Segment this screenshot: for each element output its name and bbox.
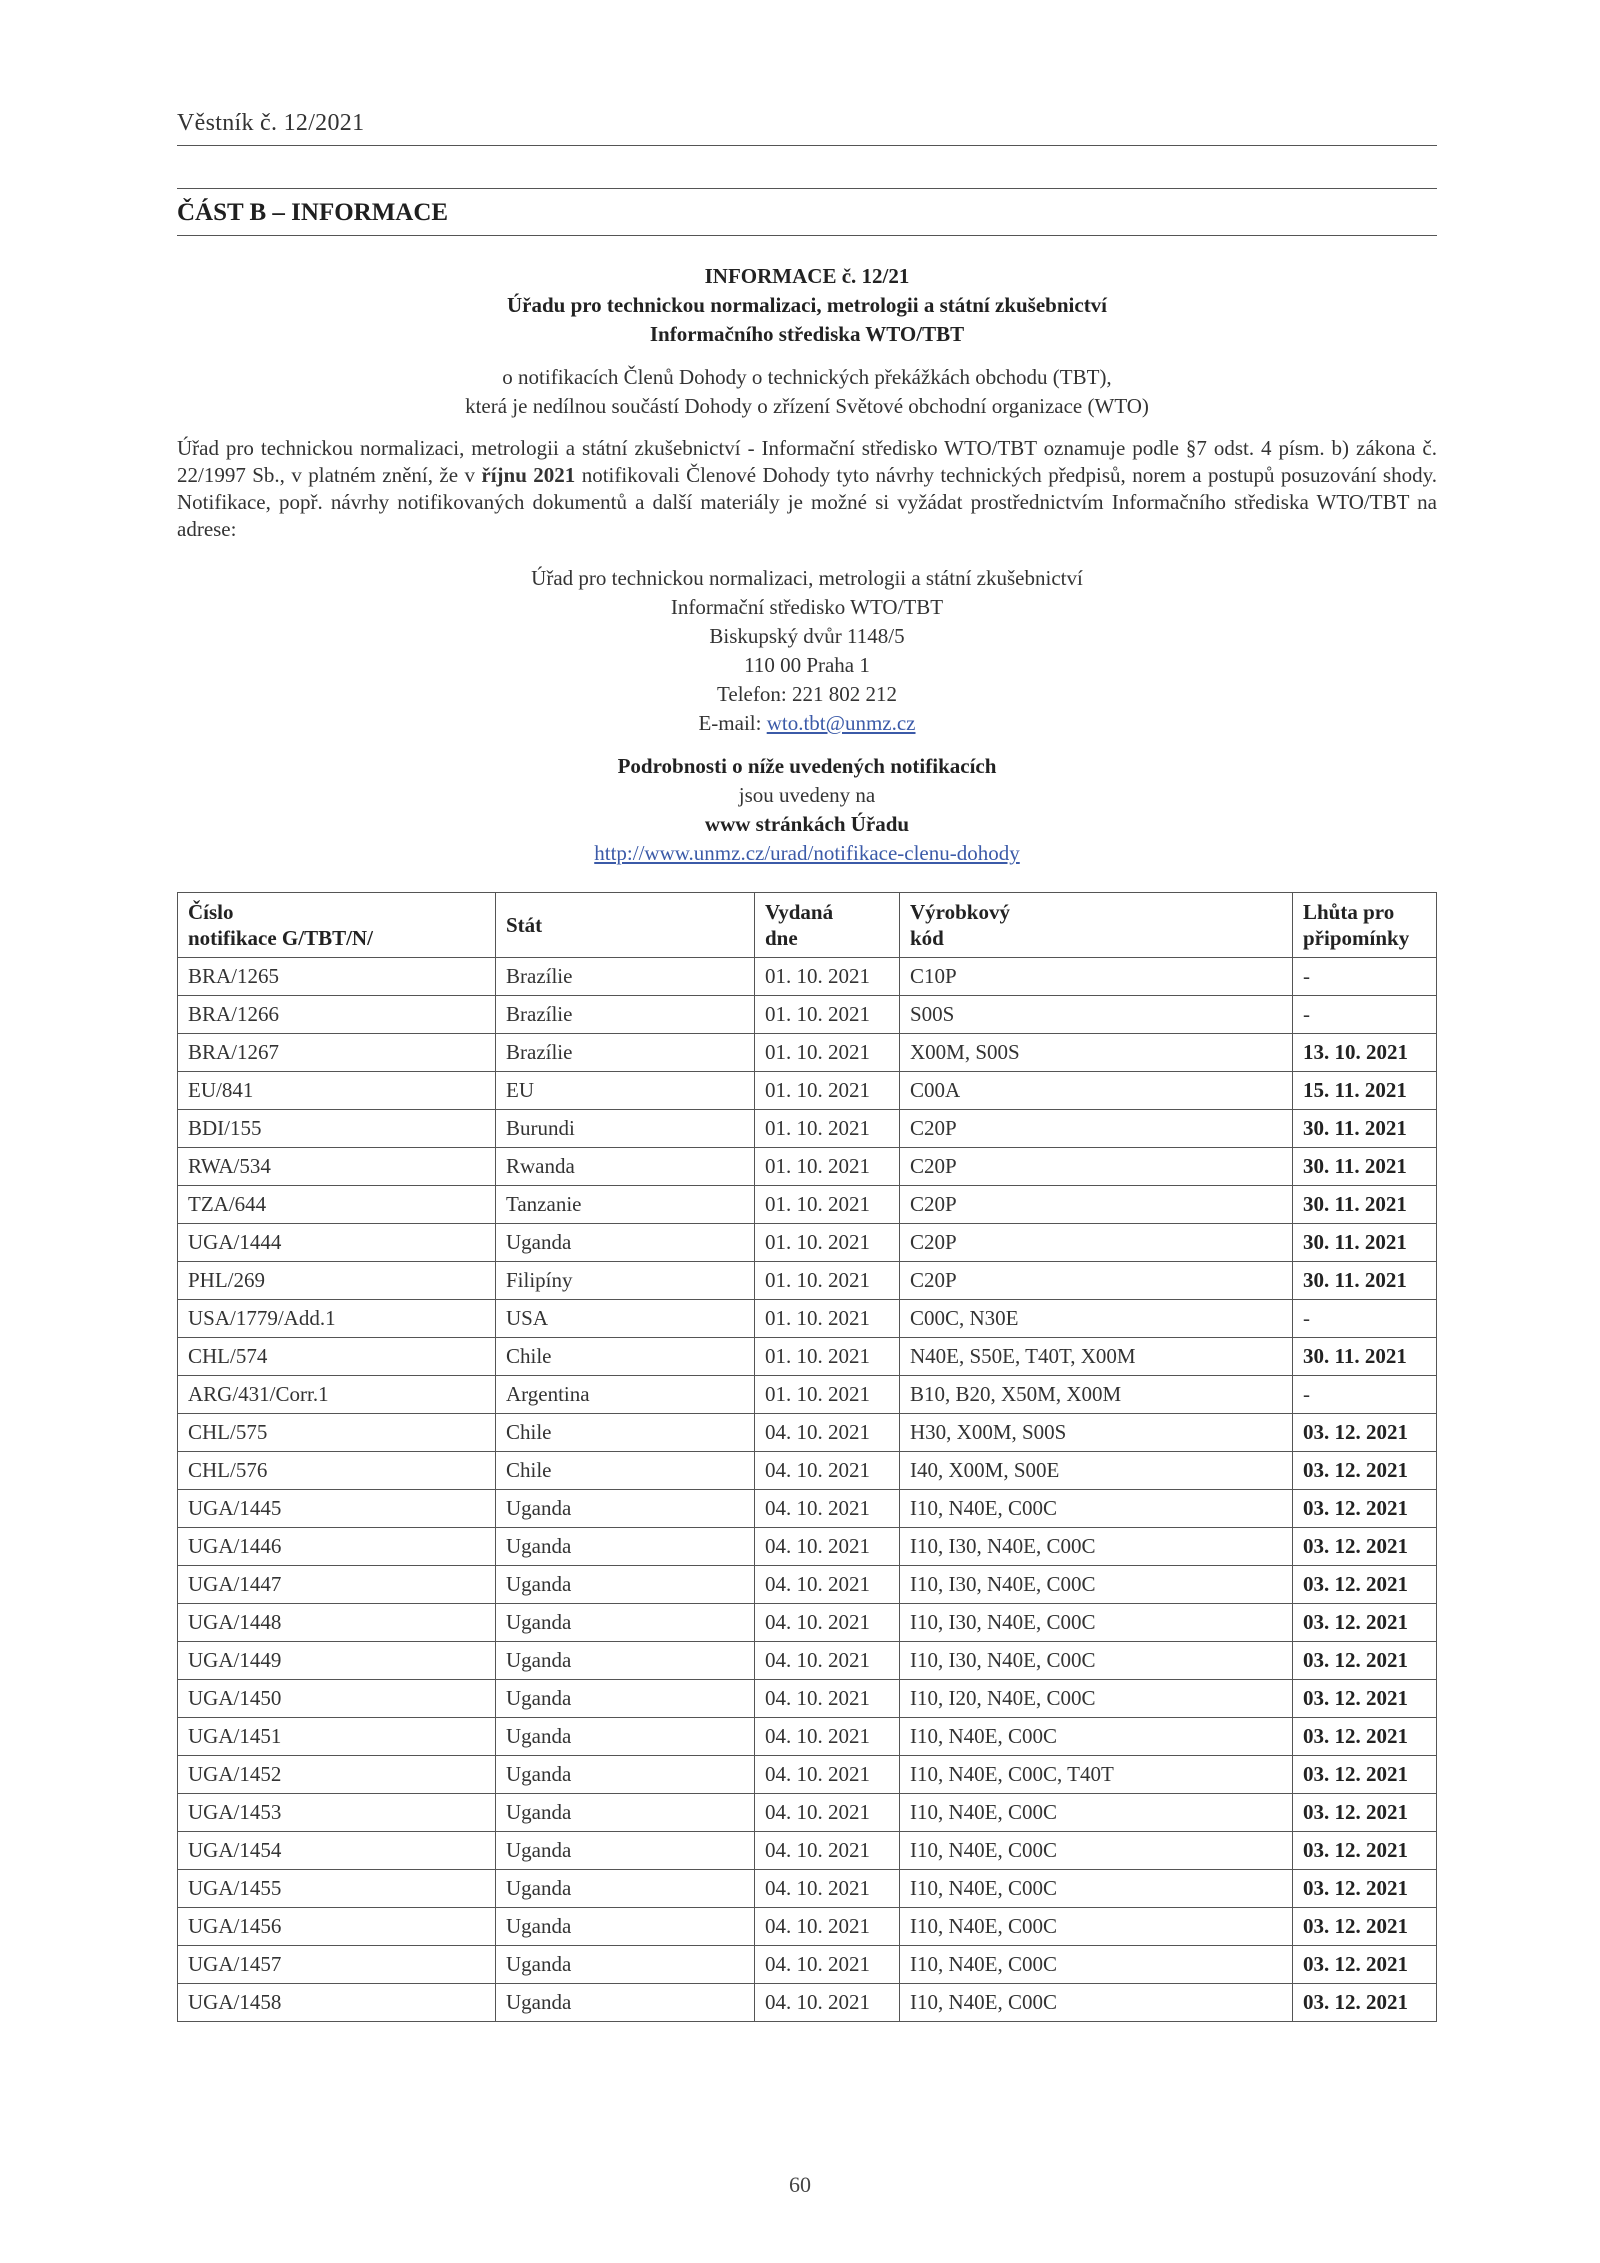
document-page: [177, 110, 1437, 2022]
details-line-3: www stránkách Úřadu: [704, 812, 910, 836]
cell-comment-deadline: -: [1293, 958, 1437, 996]
table-row: [178, 1832, 1437, 1870]
cell-notification-number: UGA/1448: [178, 1604, 496, 1642]
title-block: [177, 262, 1437, 349]
cell-issued-date: 04. 10. 2021: [755, 1414, 900, 1452]
cell-state: Uganda: [496, 1984, 755, 2022]
cell-comment-deadline: 03. 12. 2021: [1293, 1984, 1437, 2022]
cell-product-code: H30, X00M, S00S: [900, 1414, 1293, 1452]
cell-comment-deadline: 03. 12. 2021: [1293, 1642, 1437, 1680]
cell-product-code: X00M, S00S: [900, 1034, 1293, 1072]
cell-issued-date: 01. 10. 2021: [755, 1224, 900, 1262]
cell-comment-deadline: 30. 11. 2021: [1293, 1338, 1437, 1376]
intro-text-2: notifikovali Členové Dohody tyto návrhy technických předpisů, norem a postupů posuzování shody. Notifikace, popř. návrhy notifikovaných dokumentů a další materiály je možné si vyžádat prostřednictvím Informačního střediska WTO/TBT na adrese:: [177, 463, 1437, 541]
notifications-table: [177, 892, 1437, 2022]
cell-product-code: C20P: [900, 1186, 1293, 1224]
cell-comment-deadline: 30. 11. 2021: [1293, 1224, 1437, 1262]
cell-product-code: I10, N40E, C00C: [900, 1984, 1293, 2022]
cell-issued-date: 01. 10. 2021: [755, 1262, 900, 1300]
cell-product-code: I10, I30, N40E, C00C: [900, 1604, 1293, 1642]
cell-issued-date: 04. 10. 2021: [755, 1604, 900, 1642]
cell-issued-date: 04. 10. 2021: [755, 1566, 900, 1604]
cell-product-code: I10, I30, N40E, C00C: [900, 1642, 1293, 1680]
cell-notification-number: CHL/574: [178, 1338, 496, 1376]
subtitle-line-1: o notifikacích Členů Dohody o technických překážkách obchodu (TBT),: [502, 365, 1112, 389]
cell-comment-deadline: 30. 11. 2021: [1293, 1262, 1437, 1300]
table-row: [178, 1946, 1437, 1984]
cell-state: Uganda: [496, 1718, 755, 1756]
table-row: [178, 1908, 1437, 1946]
cell-product-code: I40, X00M, S00E: [900, 1452, 1293, 1490]
cell-product-code: I10, N40E, C00C: [900, 1794, 1293, 1832]
cell-issued-date: 01. 10. 2021: [755, 996, 900, 1034]
cell-notification-number: UGA/1454: [178, 1832, 496, 1870]
header-product-code: Výrobkový kód: [900, 893, 1293, 958]
table-row: [178, 958, 1437, 996]
cell-state: Brazílie: [496, 996, 755, 1034]
subtitle-line-2: která je nedílnou součástí Dohody o zřízení Světové obchodní organizace (WTO): [465, 394, 1149, 418]
cell-issued-date: 01. 10. 2021: [755, 1376, 900, 1414]
cell-comment-deadline: 03. 12. 2021: [1293, 1528, 1437, 1566]
title-line-3: Informačního střediska WTO/TBT: [649, 322, 965, 346]
cell-product-code: I10, N40E, C00C: [900, 1718, 1293, 1756]
cell-notification-number: PHL/269: [178, 1262, 496, 1300]
cell-product-code: C10P: [900, 958, 1293, 996]
cell-notification-number: ARG/431/Corr.1: [178, 1376, 496, 1414]
cell-state: Uganda: [496, 1756, 755, 1794]
cell-comment-deadline: 03. 12. 2021: [1293, 1490, 1437, 1528]
table-row: [178, 1756, 1437, 1794]
running-head: Věstník č. 12/2021: [177, 110, 1437, 146]
cell-comment-deadline: 03. 12. 2021: [1293, 1946, 1437, 1984]
cell-comment-deadline: 03. 12. 2021: [1293, 1718, 1437, 1756]
cell-state: Uganda: [496, 1528, 755, 1566]
intro-bold-month: říjnu 2021: [481, 463, 576, 487]
details-url-link[interactable]: http://www.unmz.cz/urad/notifikace-clenu-dohody: [594, 841, 1020, 865]
address-line-1: Úřad pro technickou normalizaci, metrologii a státní zkušebnictví: [531, 566, 1083, 590]
details-line-1: Podrobnosti o níže uvedených notifikacích: [617, 754, 997, 778]
cell-state: Burundi: [496, 1110, 755, 1148]
table-row: [178, 1224, 1437, 1262]
cell-state: Chile: [496, 1452, 755, 1490]
cell-notification-number: UGA/1445: [178, 1490, 496, 1528]
section-title: ČÁST B – INFORMACE: [177, 188, 1437, 236]
cell-issued-date: 01. 10. 2021: [755, 1110, 900, 1148]
cell-state: Uganda: [496, 1604, 755, 1642]
cell-issued-date: 04. 10. 2021: [755, 1908, 900, 1946]
cell-comment-deadline: -: [1293, 1300, 1437, 1338]
cell-issued-date: 04. 10. 2021: [755, 1832, 900, 1870]
cell-notification-number: UGA/1452: [178, 1756, 496, 1794]
intro-text-1: Úřad pro technickou normalizaci, metrologii a státní zkušebnictví - Informační středisko WTO/TBT oznamuje podle §7 odst. 4 písm. b) zákona č. 22/1997 Sb., v platném znění, že v: [177, 436, 1437, 487]
table-row: [178, 1490, 1437, 1528]
cell-notification-number: RWA/534: [178, 1148, 496, 1186]
cell-product-code: C00C, N30E: [900, 1300, 1293, 1338]
cell-notification-number: UGA/1458: [178, 1984, 496, 2022]
cell-state: Uganda: [496, 1832, 755, 1870]
cell-product-code: I10, N40E, C00C, T40T: [900, 1756, 1293, 1794]
cell-notification-number: UGA/1447: [178, 1566, 496, 1604]
address-line-2: Informační středisko WTO/TBT: [670, 595, 944, 619]
cell-state: Filipíny: [496, 1262, 755, 1300]
table-row: [178, 1680, 1437, 1718]
cell-comment-deadline: -: [1293, 1376, 1437, 1414]
cell-product-code: I10, I30, N40E, C00C: [900, 1566, 1293, 1604]
cell-state: Argentina: [496, 1376, 755, 1414]
cell-comment-deadline: 30. 11. 2021: [1293, 1186, 1437, 1224]
cell-issued-date: 01. 10. 2021: [755, 958, 900, 996]
cell-product-code: C20P: [900, 1148, 1293, 1186]
cell-issued-date: 04. 10. 2021: [755, 1794, 900, 1832]
cell-comment-deadline: 30. 11. 2021: [1293, 1148, 1437, 1186]
cell-issued-date: 04. 10. 2021: [755, 1452, 900, 1490]
cell-state: Uganda: [496, 1566, 755, 1604]
cell-issued-date: 04. 10. 2021: [755, 1946, 900, 1984]
header-state: Stát: [496, 893, 755, 958]
table-row: [178, 1642, 1437, 1680]
cell-state: EU: [496, 1072, 755, 1110]
cell-notification-number: UGA/1449: [178, 1642, 496, 1680]
cell-comment-deadline: 13. 10. 2021: [1293, 1034, 1437, 1072]
address-line-5: Telefon: 221 802 212: [717, 682, 897, 706]
address-line-3: Biskupský dvůr 1148/5: [709, 624, 905, 648]
table-row: [178, 1376, 1437, 1414]
cell-state: Uganda: [496, 1870, 755, 1908]
cell-notification-number: USA/1779/Add.1: [178, 1300, 496, 1338]
table-row: [178, 1566, 1437, 1604]
cell-comment-deadline: 30. 11. 2021: [1293, 1110, 1437, 1148]
table-row: [178, 1186, 1437, 1224]
details-line-2: jsou uvedeny na: [738, 783, 876, 807]
cell-issued-date: 04. 10. 2021: [755, 1756, 900, 1794]
table-row: [178, 1110, 1437, 1148]
cell-state: Chile: [496, 1414, 755, 1452]
cell-state: Brazílie: [496, 958, 755, 996]
cell-notification-number: UGA/1446: [178, 1528, 496, 1566]
cell-state: Tanzanie: [496, 1186, 755, 1224]
cell-notification-number: UGA/1450: [178, 1680, 496, 1718]
cell-issued-date: 01. 10. 2021: [755, 1034, 900, 1072]
cell-comment-deadline: 03. 12. 2021: [1293, 1870, 1437, 1908]
cell-comment-deadline: 15. 11. 2021: [1293, 1072, 1437, 1110]
cell-state: USA: [496, 1300, 755, 1338]
table-row: [178, 1794, 1437, 1832]
cell-issued-date: 04. 10. 2021: [755, 1490, 900, 1528]
cell-product-code: I10, N40E, C00C: [900, 1832, 1293, 1870]
cell-comment-deadline: 03. 12. 2021: [1293, 1414, 1437, 1452]
cell-product-code: B10, B20, X50M, X00M: [900, 1376, 1293, 1414]
table-row: [178, 1870, 1437, 1908]
email-link[interactable]: wto.tbt@unmz.cz: [766, 711, 916, 735]
details-block: [177, 752, 1437, 868]
cell-state: Uganda: [496, 1224, 755, 1262]
address-line-4: 110 00 Praha 1: [744, 653, 870, 677]
cell-issued-date: 01. 10. 2021: [755, 1186, 900, 1224]
cell-notification-number: UGA/1453: [178, 1794, 496, 1832]
cell-notification-number: CHL/575: [178, 1414, 496, 1452]
cell-comment-deadline: 03. 12. 2021: [1293, 1452, 1437, 1490]
table-row: [178, 1984, 1437, 2022]
header-notification-number: Číslo notifikace G/TBT/N/: [178, 893, 496, 958]
cell-state: Rwanda: [496, 1148, 755, 1186]
cell-notification-number: CHL/576: [178, 1452, 496, 1490]
cell-product-code: I10, N40E, C00C: [900, 1908, 1293, 1946]
table-row: [178, 1148, 1437, 1186]
cell-notification-number: TZA/644: [178, 1186, 496, 1224]
table-header-row: [178, 893, 1437, 958]
cell-issued-date: 01. 10. 2021: [755, 1072, 900, 1110]
cell-comment-deadline: 03. 12. 2021: [1293, 1908, 1437, 1946]
cell-issued-date: 01. 10. 2021: [755, 1300, 900, 1338]
intro-paragraph: [177, 435, 1437, 543]
table-row: [178, 1414, 1437, 1452]
cell-notification-number: BDI/155: [178, 1110, 496, 1148]
cell-state: Uganda: [496, 1946, 755, 1984]
cell-comment-deadline: 03. 12. 2021: [1293, 1794, 1437, 1832]
cell-issued-date: 04. 10. 2021: [755, 1870, 900, 1908]
cell-notification-number: UGA/1457: [178, 1946, 496, 1984]
cell-notification-number: UGA/1455: [178, 1870, 496, 1908]
cell-notification-number: EU/841: [178, 1072, 496, 1110]
subtitle-block: [177, 363, 1437, 421]
email-label: E-mail:: [698, 711, 767, 735]
cell-comment-deadline: -: [1293, 996, 1437, 1034]
cell-product-code: C00A: [900, 1072, 1293, 1110]
table-row: [178, 1604, 1437, 1642]
email-line: [177, 709, 1437, 738]
cell-comment-deadline: 03. 12. 2021: [1293, 1832, 1437, 1870]
cell-comment-deadline: 03. 12. 2021: [1293, 1680, 1437, 1718]
cell-product-code: C20P: [900, 1262, 1293, 1300]
cell-product-code: I10, N40E, C00C: [900, 1946, 1293, 1984]
header-comment-deadline: Lhůta pro připomínky: [1293, 893, 1437, 958]
title-line-2: Úřadu pro technickou normalizaci, metrologii a státní zkušebnictví: [506, 293, 1108, 317]
cell-product-code: C20P: [900, 1224, 1293, 1262]
table-row: [178, 1262, 1437, 1300]
table-row: [178, 1528, 1437, 1566]
table-row: [178, 996, 1437, 1034]
cell-state: Uganda: [496, 1642, 755, 1680]
header-issued-date: Vydaná dne: [755, 893, 900, 958]
cell-notification-number: UGA/1456: [178, 1908, 496, 1946]
cell-issued-date: 04. 10. 2021: [755, 1528, 900, 1566]
cell-issued-date: 04. 10. 2021: [755, 1718, 900, 1756]
cell-notification-number: BRA/1265: [178, 958, 496, 996]
cell-product-code: N40E, S50E, T40T, X00M: [900, 1338, 1293, 1376]
cell-product-code: I10, I20, N40E, C00C: [900, 1680, 1293, 1718]
table-row: [178, 1718, 1437, 1756]
page-number: 60: [789, 2172, 811, 2197]
cell-state: Uganda: [496, 1908, 755, 1946]
cell-comment-deadline: 03. 12. 2021: [1293, 1756, 1437, 1794]
table-row: [178, 1034, 1437, 1072]
cell-product-code: I10, I30, N40E, C00C: [900, 1528, 1293, 1566]
cell-issued-date: 04. 10. 2021: [755, 1984, 900, 2022]
cell-state: Uganda: [496, 1794, 755, 1832]
cell-notification-number: BRA/1266: [178, 996, 496, 1034]
cell-product-code: I10, N40E, C00C: [900, 1870, 1293, 1908]
cell-state: Brazílie: [496, 1034, 755, 1072]
cell-notification-number: BRA/1267: [178, 1034, 496, 1072]
cell-state: Uganda: [496, 1680, 755, 1718]
cell-notification-number: UGA/1444: [178, 1224, 496, 1262]
cell-product-code: C20P: [900, 1110, 1293, 1148]
table-row: [178, 1072, 1437, 1110]
cell-notification-number: UGA/1451: [178, 1718, 496, 1756]
cell-comment-deadline: 03. 12. 2021: [1293, 1566, 1437, 1604]
cell-issued-date: 01. 10. 2021: [755, 1338, 900, 1376]
cell-comment-deadline: 03. 12. 2021: [1293, 1604, 1437, 1642]
cell-state: Chile: [496, 1338, 755, 1376]
cell-product-code: S00S: [900, 996, 1293, 1034]
table-body: [178, 958, 1437, 2022]
table-row: [178, 1300, 1437, 1338]
cell-product-code: I10, N40E, C00C: [900, 1490, 1293, 1528]
address-block: [177, 564, 1437, 738]
table-row: [178, 1338, 1437, 1376]
cell-issued-date: 04. 10. 2021: [755, 1680, 900, 1718]
title-line-1: INFORMACE č. 12/21: [704, 264, 910, 288]
cell-issued-date: 01. 10. 2021: [755, 1148, 900, 1186]
table-row: [178, 1452, 1437, 1490]
cell-state: Uganda: [496, 1490, 755, 1528]
cell-issued-date: 04. 10. 2021: [755, 1642, 900, 1680]
